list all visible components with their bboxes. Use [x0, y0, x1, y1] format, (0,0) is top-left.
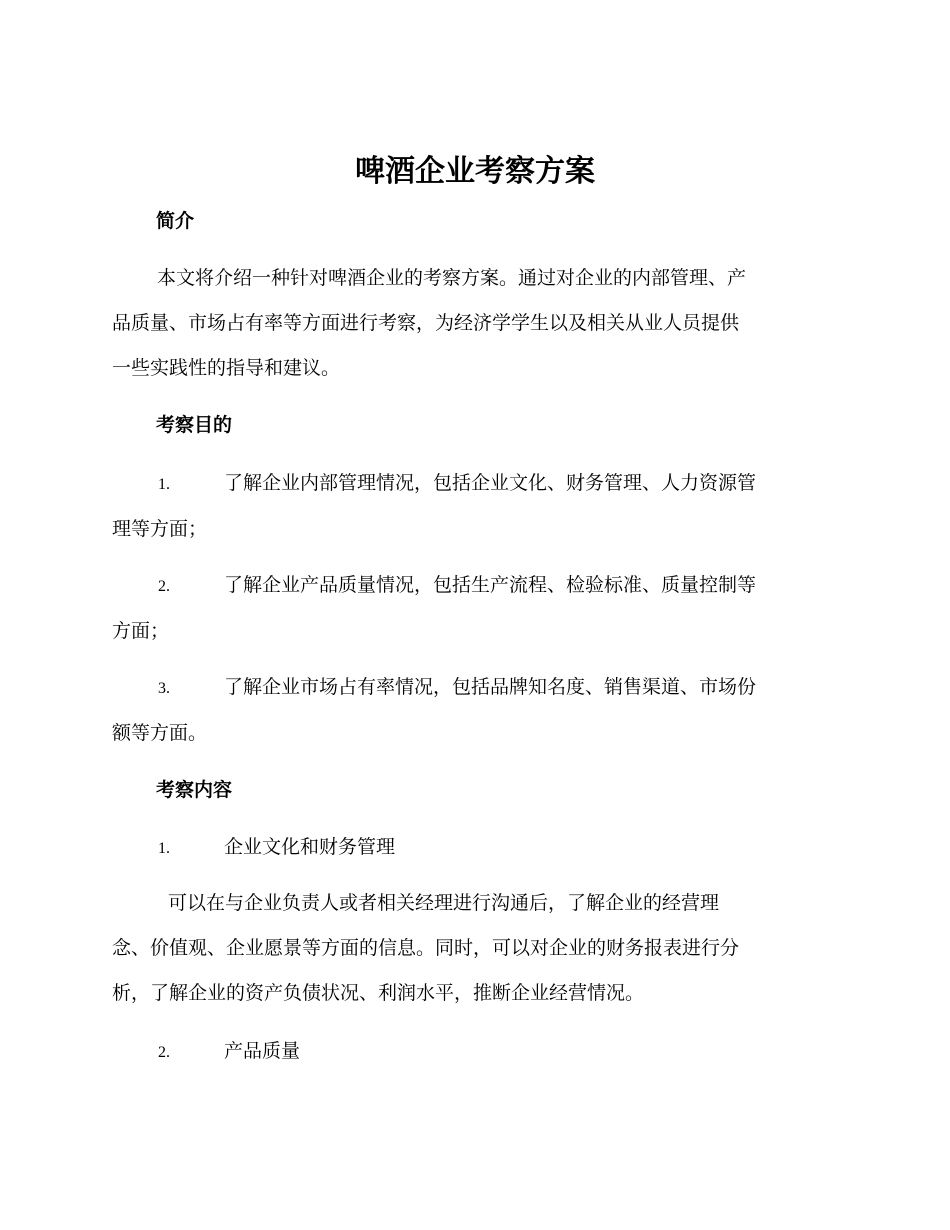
list-number: 3.	[158, 680, 170, 697]
purpose-item-1-line-2: 理等方面；	[112, 518, 208, 540]
list-number: 1.	[158, 840, 170, 857]
section-heading-intro: 简介	[156, 210, 195, 232]
purpose-item-3-line-1: 了解企业市场占有率情况，包括品牌知名度、销售渠道、市场份	[224, 676, 757, 698]
purpose-item-1-line-1: 了解企业内部管理情况，包括企业文化、财务管理、人力资源管	[224, 472, 757, 494]
content-para-line-3: 析，了解企业的资产负债状况、利润水平，推断企业经营情况。	[112, 982, 645, 1004]
intro-line-3: 一些实践性的指导和建议。	[112, 357, 341, 379]
list-number: 2.	[158, 578, 170, 595]
section-heading-purpose: 考察目的	[156, 414, 233, 436]
section-heading-content: 考察内容	[156, 779, 233, 801]
content-item-2-label: 产品质量	[224, 1040, 301, 1062]
intro-line-1: 本文将介绍一种针对啤酒企业的考察方案。通过对企业的内部管理、产	[157, 267, 747, 289]
content-item-1-paragraph	[112, 881, 832, 1016]
intro-paragraph	[112, 256, 832, 391]
intro-line-2: 品质量、市场占有率等方面进行考察，为经济学学生以及相关从业人员提供	[112, 312, 740, 334]
content-item-2	[112, 1029, 832, 1075]
content-item-1-label: 企业文化和财务管理	[224, 836, 396, 858]
list-number: 1.	[158, 476, 170, 493]
content-item-1	[112, 825, 832, 871]
list-number: 2.	[158, 1044, 170, 1061]
purpose-item-3	[112, 665, 832, 756]
purpose-item-2-line-2: 方面；	[112, 620, 170, 642]
purpose-item-2-line-1: 了解企业产品质量情况，包括生产流程、检验标准、质量控制等	[224, 574, 757, 596]
document-title: 啤酒企业考察方案	[355, 154, 595, 189]
purpose-item-1	[112, 461, 832, 552]
purpose-item-2	[112, 563, 832, 654]
purpose-item-3-line-2: 额等方面。	[112, 722, 208, 744]
content-para-line-2: 念、价值观、企业愿景等方面的信息。同时，可以对企业的财务报表进行分	[112, 937, 740, 959]
content-para-line-1: 可以在与企业负责人或者相关经理进行沟通后，了解企业的经营理	[168, 892, 720, 914]
